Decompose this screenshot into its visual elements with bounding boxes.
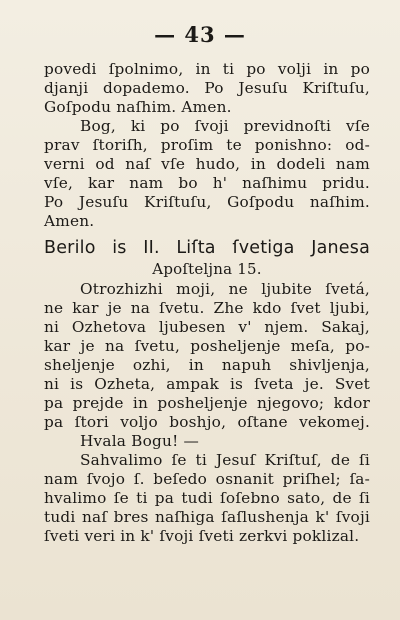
text-line: vſe, kar nam bo h' naſhimu pridu. <box>44 174 370 192</box>
paragraph-epistle <box>44 280 370 451</box>
text-line: povedi ſpolnimo, in ti po volji in po <box>44 60 370 78</box>
text-line: ni is Ozheta, ampak is ſveta je. Svet <box>44 375 370 393</box>
text-line: djanji dopademo. Po Jesuſu Kriſtuſu, <box>44 79 370 97</box>
text-line: Bog, ki po ſvoji previdnoſti vſe <box>80 117 370 135</box>
text-line: ni Ozhetova ljubesen v' njem. Sakaj, <box>44 318 370 336</box>
text-line: Po Jesuſu Kriſtuſu, Goſpodu naſhim. <box>44 193 370 211</box>
text-line: ſveti veri in k' ſvoji ſveti zerkvi poklizal. <box>44 527 360 545</box>
page-body <box>44 60 370 546</box>
text-line: ne kar je na ſvetu. Zhe kdo ſvet ljubi, <box>44 299 370 317</box>
text-line: hvalimo ſe ti pa tudi ſoſebno sato, de ſi <box>44 489 370 507</box>
page-number: — 43 — <box>154 22 246 47</box>
text-line: tudi naſ bres naſhiga ſaſlushenja k' ſvoji <box>44 508 370 526</box>
section-subheading: Apoſteljna 15. <box>152 260 262 278</box>
paragraph-thanksgiving <box>44 451 370 546</box>
text-line: kar je na ſvetu, posheljenje meſa, po- <box>44 337 370 355</box>
text-line: nam ſvojo ſ. beſedo osnanit priſhel; ſa- <box>44 470 370 488</box>
text-line: sheljenje ozhi, in napuh shivljenja, <box>44 356 370 374</box>
paragraph-closing-prayer <box>44 60 370 117</box>
text-line: Otrozhizhi moji, ne ljubite ſvetá, <box>80 280 370 298</box>
text-line: Goſpodu naſhim. Amen. <box>44 98 232 116</box>
text-line: verni od naſ vſe hudo, in dodeli nam <box>44 155 370 173</box>
text-line: Amen. <box>44 212 95 230</box>
text-line: Hvala Bogu! — <box>80 432 199 450</box>
section-heading: Berilo is II. Liſta ſvetiga Janesa <box>44 238 370 258</box>
text-line: pa ſtori voljo boshjo, oſtane vekomej. <box>44 413 370 431</box>
text-line: Sahvalimo ſe ti Jesuſ Kriſtuſ, de ſi <box>80 451 370 469</box>
text-line: pa prejde in posheljenje njegovo; kdor <box>44 394 370 412</box>
text-line: prav ſtoriſh, proſim te ponishno: od- <box>44 136 370 154</box>
paragraph-prayer <box>44 117 370 231</box>
